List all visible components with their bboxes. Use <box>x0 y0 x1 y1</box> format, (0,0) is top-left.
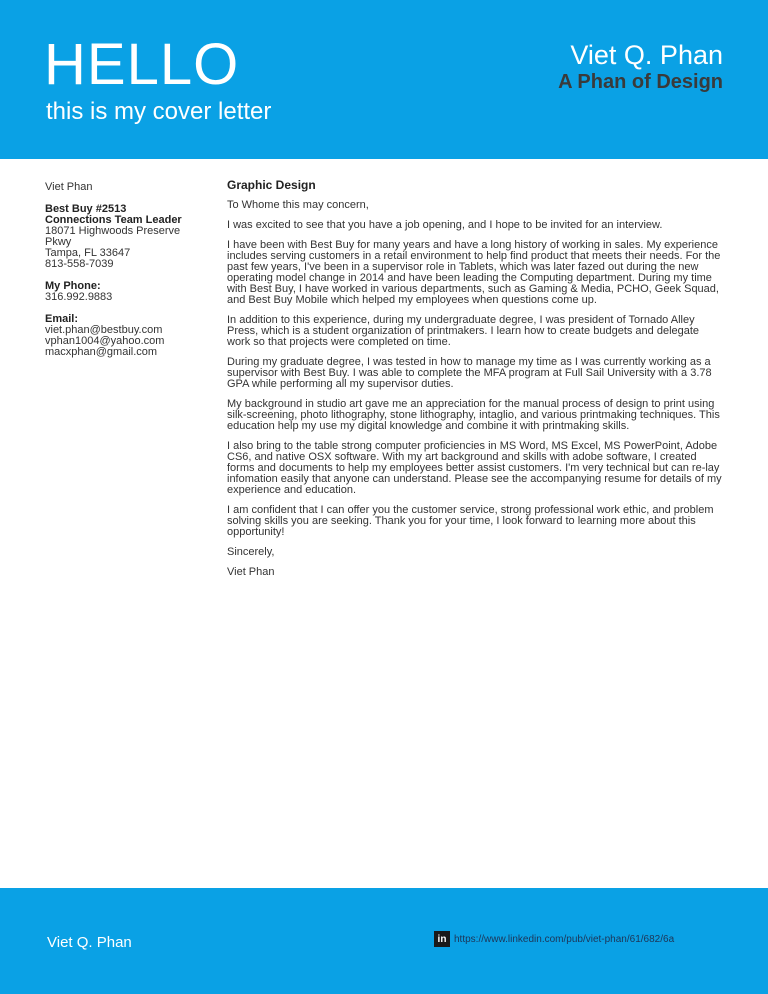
linkedin-icon: in <box>434 931 450 947</box>
address-line: Tampa, FL 33647 <box>45 247 131 259</box>
linkedin-link[interactable] <box>434 931 674 947</box>
email-address[interactable]: viet.phan@bestbuy.com <box>45 324 163 336</box>
letter-paragraph: To Whome this may concern, <box>227 199 369 211</box>
header-banner <box>0 0 768 159</box>
letter-paragraph: In addition to this experience, during my undergraduate degree, I was president of Tornado Alley Press, which is a student organization of printmakers. I learn how to create budgets and delegate work so that projects were completed on time. <box>227 314 700 348</box>
email-address[interactable]: vphan1004@yahoo.com <box>45 335 165 347</box>
employer-block <box>45 204 215 270</box>
linkedin-url[interactable]: https://www.linkedin.com/pub/viet-phan/61/682/6a <box>454 933 675 945</box>
email-label: Email: <box>45 313 79 325</box>
hello-title: HELLO <box>44 32 240 97</box>
phone-number: 316.992.9883 <box>45 291 113 303</box>
letter-paragraph: I am confident that I can offer you the customer service, strong professional work ethic, and problem solving skills you are seeking. Thank you for your time, I look forward to learning more about this opportunity! <box>227 504 714 538</box>
email-address[interactable]: macxphan@gmail.com <box>45 346 158 358</box>
tagline: this is my cover letter <box>46 98 272 125</box>
letter-paragraph: I also bring to the table strong computer proficiencies in MS Word, MS Excel, MS PowerPoint, Adobe CS6, and native OSX software. With my art background and skills with adobe software, I created forms and documents to help my employees better assist customers. I'm very technical but can re-lay infomation easily that anyone can understand. Please see the accompanying resume for details of my experience and education. <box>227 440 722 496</box>
address-line: 18071 Highwoods Preserve <box>45 225 181 237</box>
letter-body <box>227 180 725 587</box>
email-block <box>45 314 215 358</box>
phone-block <box>45 281 215 303</box>
letter-paragraph: I have been with Best Buy for many years and have a long history of working in sales. My experience includes serving customers in a retail environment to help find product that meets their needs. For the past few years, I've been in a supervisor role in Tablets, which was later fazed out during the new operating model change in 2014 and have been leading the Computing department. During my time with Best Buy, I have worked in various departments, such as Gaming & Media, PCHO, Geek Squad, and Best Buy Mobile which helped my employees when questions come up. <box>227 239 721 306</box>
footer-banner <box>0 888 768 994</box>
letter-paragraph: I was excited to see that you have a job opening, and I hope to be invited for an interview. <box>227 219 663 231</box>
letter-paragraph: Sincerely, <box>227 546 275 558</box>
letter-heading: Graphic Design <box>227 178 316 192</box>
footer-name: Viet Q. Phan <box>47 934 132 951</box>
address-line: Pkwy <box>45 236 72 248</box>
letter-paragraph: During my graduate degree, I was tested in how to manage my time as I was currently working as a supervisor with Best Buy. I was able to complete the MFA program at Full Sail University with a 3.78 GPA while performing all my supervisor duties. <box>227 356 712 390</box>
header-brand: A Phan of Design <box>558 71 723 93</box>
phone-label: My Phone: <box>45 280 101 292</box>
sender-name: Viet Phan <box>45 181 93 193</box>
address-line: 813-558-7039 <box>45 258 114 270</box>
header-name: Viet Q. Phan <box>570 40 723 70</box>
role: Connections Team Leader <box>45 214 182 226</box>
employer: Best Buy #2513 <box>45 203 127 215</box>
letter-signature: Viet Phan <box>227 566 275 578</box>
contact-sidebar <box>45 182 215 369</box>
letter-paragraph: My background in studio art gave me an appreciation for the manual process of design to print using silk-screening, photo lithography, stone lithography, intaglio, and various printmaking techniques. This education help my use my digital knowledge and combine it with printmaking skills. <box>227 398 720 432</box>
